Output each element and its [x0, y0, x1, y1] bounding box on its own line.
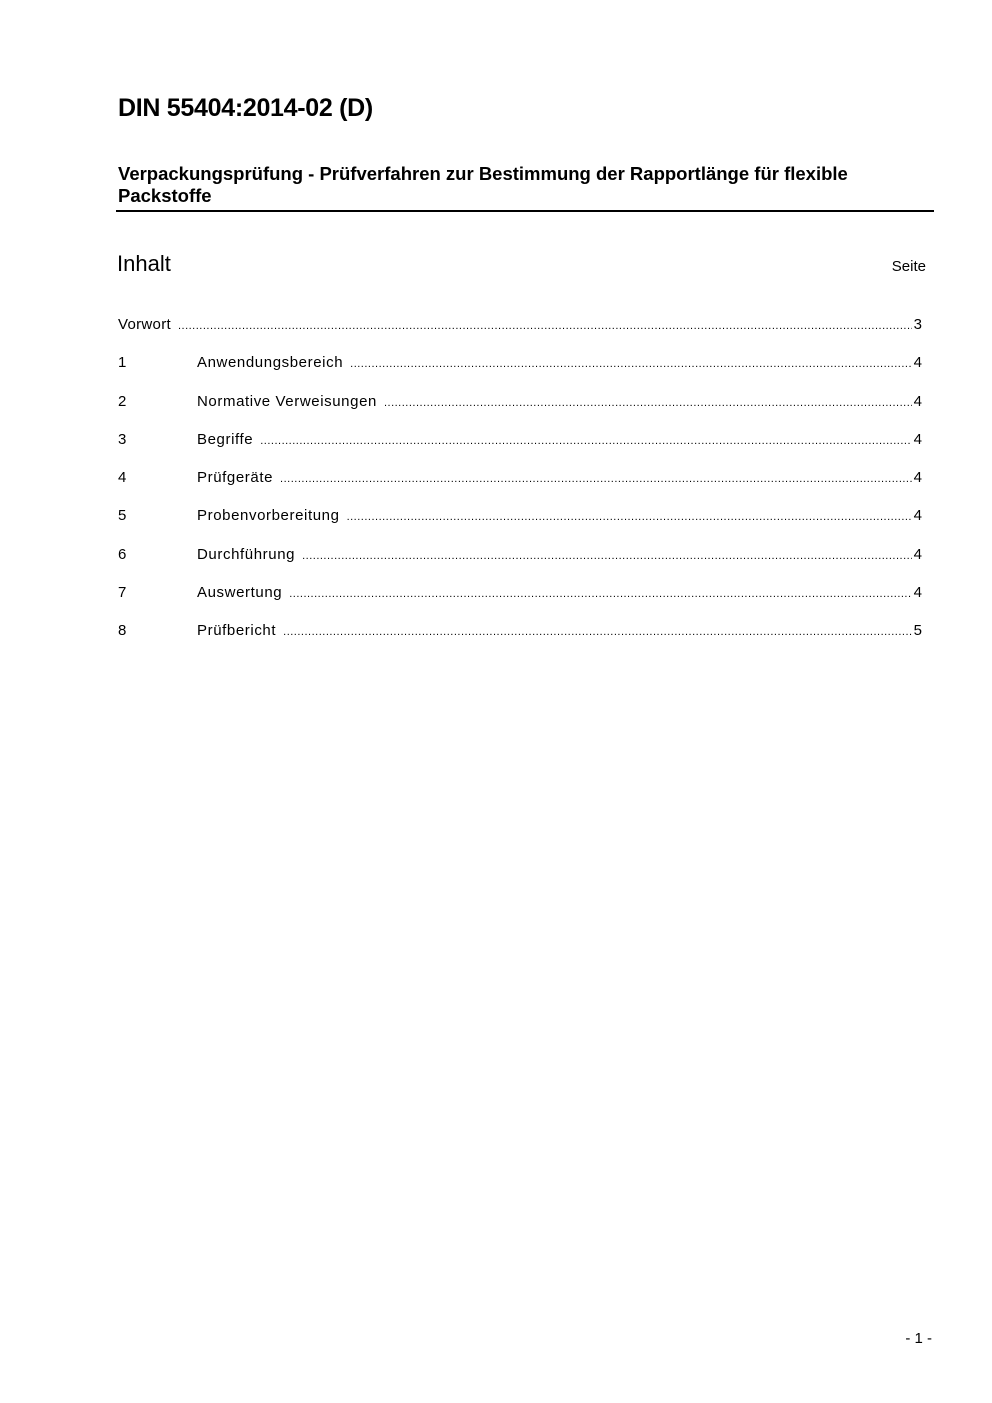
- toc-entry-number: 1: [118, 354, 127, 372]
- toc-page-column-label: Seite: [891, 258, 926, 275]
- page-number: - 1 -: [905, 1330, 932, 1347]
- table-of-contents: [118, 314, 922, 659]
- toc-entry-probenvorbereitung[interactable]: [118, 505, 922, 543]
- toc-dot-leader: [260, 430, 911, 452]
- toc-dot-leader: [302, 545, 912, 567]
- toc-entry-label[interactable]: Vorwort: [118, 316, 171, 333]
- toc-heading: Inhalt: [117, 251, 171, 276]
- toc-entry-pruefbericht[interactable]: [118, 620, 922, 658]
- title-underline-rule: [116, 210, 934, 212]
- toc-entry-number: 2: [118, 392, 127, 410]
- toc-dot-leader: [384, 392, 912, 414]
- toc-entry-page[interactable]: 4: [913, 392, 922, 410]
- toc-entry-page[interactable]: 5: [913, 622, 922, 640]
- toc-dot-leader: [289, 583, 911, 605]
- toc-entry-label[interactable]: Normative Verweisungen: [197, 392, 377, 410]
- toc-entry-number: 6: [118, 545, 127, 563]
- toc-entry-page[interactable]: 4: [913, 584, 922, 602]
- toc-entry-anwendungsbereich[interactable]: [118, 352, 922, 390]
- toc-entry-label[interactable]: Prüfgeräte: [197, 469, 274, 487]
- toc-entry-number: 3: [118, 430, 127, 448]
- toc-entry-label[interactable]: Anwendungsbereich: [197, 354, 344, 372]
- toc-entry-page[interactable]: 4: [913, 354, 922, 372]
- toc-entry-begriffe[interactable]: [118, 429, 922, 467]
- toc-entry-label[interactable]: Auswertung: [197, 584, 283, 602]
- toc-entry-normative-verweisungen[interactable]: [118, 391, 922, 429]
- toc-dot-leader: [347, 506, 912, 528]
- toc-entry-number: 5: [118, 507, 127, 525]
- toc-entry-page[interactable]: 4: [913, 507, 922, 525]
- toc-entry-number: 4: [118, 469, 127, 487]
- document-title: Verpackungsprüfung - Prüfverfahren zur Bestimmung der Rapportlänge für flexible Packstoffe: [118, 163, 848, 206]
- toc-entry-page[interactable]: 3: [913, 316, 922, 333]
- toc-dot-leader: [283, 621, 912, 643]
- toc-entry-page[interactable]: 4: [913, 545, 922, 563]
- toc-dot-leader: [178, 315, 912, 337]
- toc-entry-page[interactable]: 4: [913, 469, 922, 487]
- toc-entry-number: 7: [118, 584, 127, 602]
- toc-entry-auswertung[interactable]: [118, 582, 922, 620]
- toc-dot-leader: [280, 468, 912, 490]
- toc-entry-vorwort[interactable]: [118, 314, 922, 352]
- toc-dot-leader: [350, 353, 912, 375]
- toc-entry-durchfuehrung[interactable]: [118, 544, 922, 582]
- toc-entry-number: 8: [118, 622, 127, 640]
- toc-entry-label[interactable]: Probenvorbereitung: [197, 507, 340, 525]
- document-id: DIN 55404:2014-02 (D): [118, 94, 373, 122]
- toc-entry-pruefgeraete[interactable]: [118, 467, 922, 505]
- toc-entry-label[interactable]: Prüfbericht: [197, 622, 277, 640]
- toc-entry-label[interactable]: Durchführung: [197, 545, 296, 563]
- toc-entry-page[interactable]: 4: [913, 430, 922, 448]
- toc-entry-label[interactable]: Begriffe: [197, 430, 254, 448]
